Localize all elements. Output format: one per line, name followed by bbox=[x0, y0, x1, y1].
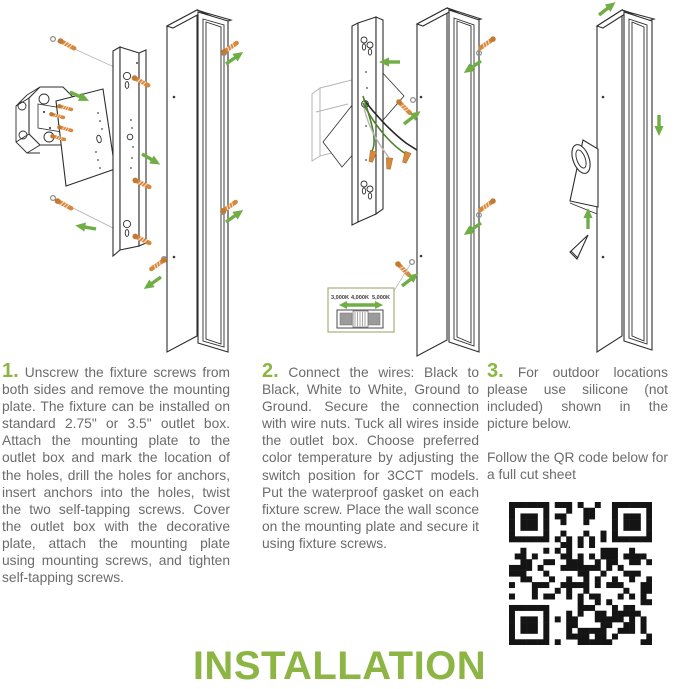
silicone-nozzle-icon bbox=[570, 235, 588, 259]
cct-slider bbox=[337, 310, 383, 328]
cct-label-4000k: 4,000K bbox=[351, 295, 370, 301]
step-1-body: Unscrew the fixture screws from both sides and remove the mounting plate. The fixture can be installed on standard 2.75" or 3.5" outlet box. Attach the mounting plate to the outlet box and mark the location of the holes, drill the holes for anchors, insert anchors into the holes, twist the two self-tapping screws. Cover the outlet box with the decorative plate, attach the mounting plate using mounting screws, and tighten self-tapping screws. bbox=[2, 365, 230, 586]
screw-icon bbox=[395, 98, 412, 115]
arrow-icon bbox=[654, 115, 663, 136]
step-3-number: 3. bbox=[487, 360, 504, 382]
step2-diagram bbox=[312, 8, 497, 356]
hole-ring-icon bbox=[411, 98, 416, 103]
step3-diagram bbox=[568, 0, 663, 352]
wire-nut-icon bbox=[401, 151, 411, 164]
step-2-text bbox=[262, 360, 480, 552]
mounting-plate-drawing bbox=[113, 47, 146, 256]
cct-switch-callout bbox=[328, 263, 411, 332]
wire-nut-icon bbox=[385, 158, 392, 170]
fixture-drawing bbox=[167, 10, 231, 352]
arrow-icon bbox=[75, 221, 97, 234]
fixture-drawing bbox=[417, 8, 481, 356]
cct-label-3000k: 3,000K bbox=[331, 295, 350, 301]
screw-icon bbox=[479, 35, 497, 50]
arrow-icon bbox=[141, 273, 163, 293]
screw-icon bbox=[394, 260, 411, 277]
decorative-plate-drawing bbox=[56, 89, 115, 186]
hole-ring-icon bbox=[51, 196, 56, 201]
step-3-column bbox=[487, 360, 668, 484]
step-3-text bbox=[487, 360, 668, 432]
page-title: INSTALLATION bbox=[192, 644, 487, 688]
arrow-icon bbox=[583, 208, 592, 229]
cct-label-5000k: 5,000K bbox=[372, 295, 391, 301]
screw-icon bbox=[54, 197, 73, 211]
step-1-text bbox=[2, 360, 230, 586]
qr-code bbox=[509, 502, 652, 645]
decorative-plate-silicone-drawing bbox=[568, 140, 598, 214]
step-1-number: 1. bbox=[2, 360, 19, 382]
qr-pattern bbox=[509, 502, 652, 645]
fixture-drawing bbox=[597, 10, 654, 352]
screw-icon bbox=[479, 197, 497, 212]
step-1-column bbox=[2, 360, 230, 586]
qr-note: Follow the QR code below for a full cut sheet bbox=[487, 450, 668, 483]
step-3-body: For outdoor locations please use silicone (not included) shown in the picture below. bbox=[487, 365, 668, 432]
step1-diagram bbox=[16, 10, 246, 352]
screw-icon bbox=[57, 37, 76, 51]
screw-icon bbox=[150, 256, 168, 271]
hole-ring-icon bbox=[51, 37, 56, 42]
step-2-body: Connect the wires: Black to Black, White to White, Ground to Ground. Secure the connection with wire nuts. Tuck all wires inside the outlet box. Choose preferred color temperature by adjusting the switch position for 3CCT models. Put the waterproof gasket on each fixture screw. Place the wall sconce on the mounting plate and secure it using fixture screws. bbox=[262, 365, 480, 551]
step-2-column bbox=[262, 360, 480, 552]
step-2-number: 2. bbox=[262, 360, 279, 382]
